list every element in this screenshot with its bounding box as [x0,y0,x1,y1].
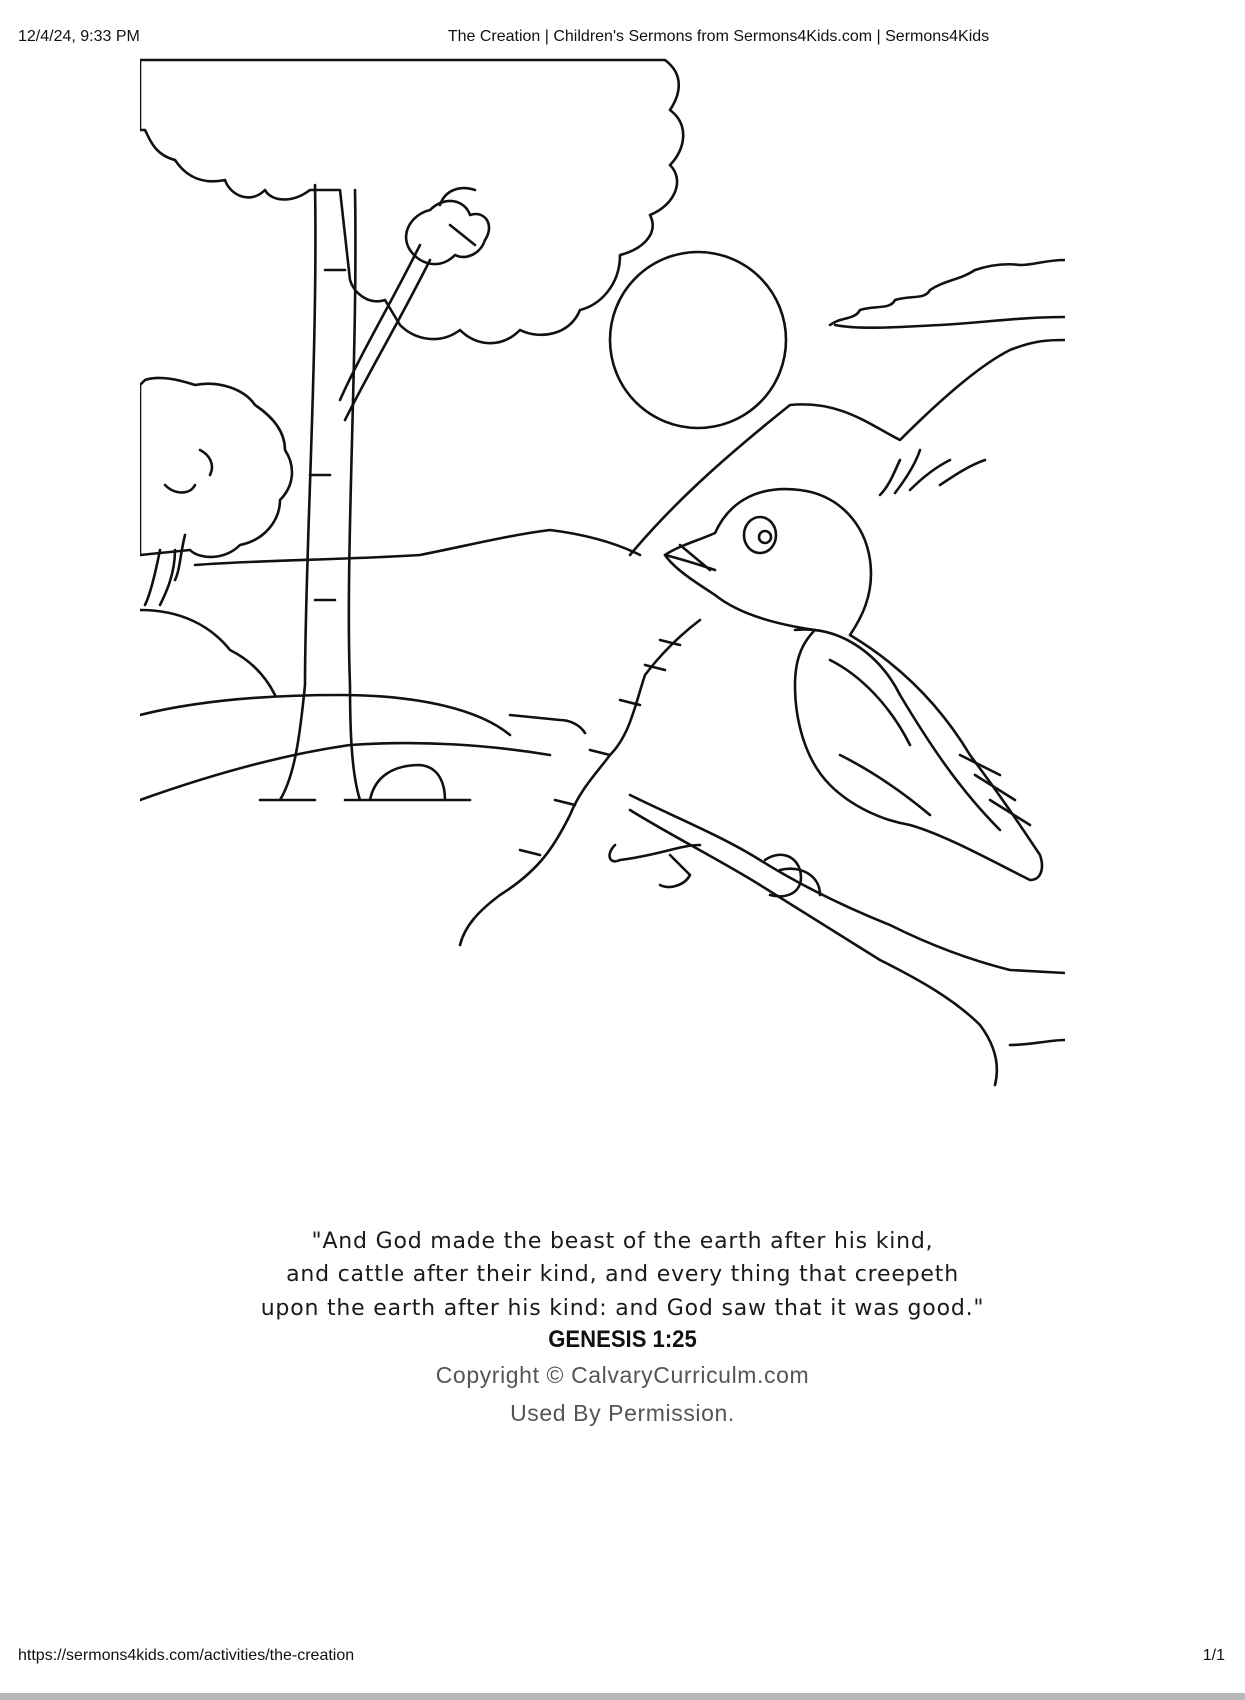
copyright-notice: Copyright © CalvaryCurriculm.com [435,1362,810,1388]
tree-trunk [280,185,360,800]
page-title: The Creation | Children's Sermons from Sermons4Kids.com | Sermons4Kids [447,28,990,45]
verse-line-3: upon the earth after his kind: and God saw that it was good." [260,1296,985,1321]
verse-line-1: "And God made the beast of the earth after his kind, [311,1229,934,1254]
sun [610,252,786,428]
bush [140,378,292,557]
page-number: 1/1 [1202,1647,1225,1664]
footer-url: https://sermons4kids.com/activities/the-creation [18,1647,355,1664]
permission-notice: Used By Permission. [510,1400,735,1426]
mountain [630,340,1065,555]
bottom-divider [0,1693,1245,1700]
scripture-reference: GENESIS 1:25 [548,1326,697,1353]
print-datetime: 12/4/24, 9:33 PM [18,28,140,45]
bird [665,489,1042,880]
coloring-illustration [140,55,1065,1180]
verse-line-2: and cattle after their kind, and every thing that creepeth [286,1262,959,1287]
tree-canopy [140,60,683,343]
cloud [830,260,1065,328]
perch-branch [630,795,1065,1085]
